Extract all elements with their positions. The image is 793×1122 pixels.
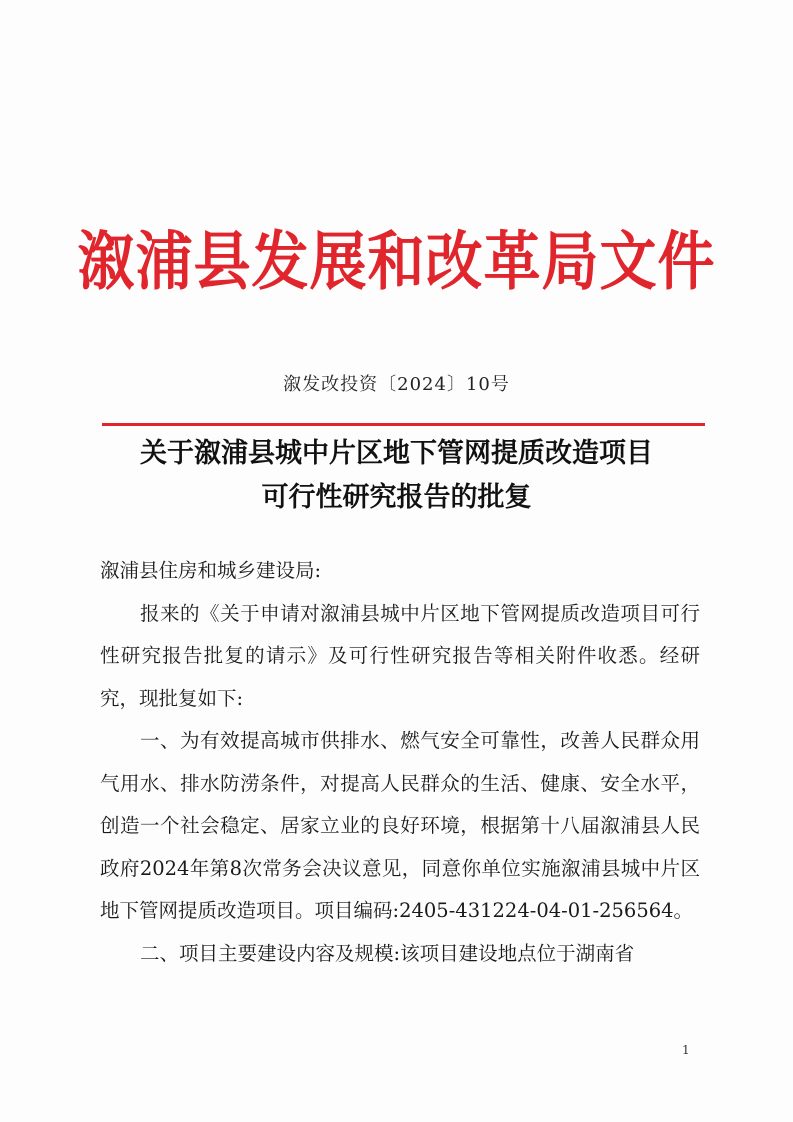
paragraph-2: 一、为有效提高城市供排水、燃气安全可靠性，改善人民群众用气用水、排水防涝条件，对提高人民群众的生活、健康、安全水平，创造一个社会稳定、居家立业的良好环境，根据第十八届溆浦县人民政府2024年第8次常务会决议意见，同意你单位实施溆浦县城中片区地下管网提质改造项目。项目编码:2405-431224-04-01-256564。 [100, 729, 700, 922]
title-line-2: 可行性研究报告的批复 [261, 482, 532, 513]
page-number: 1 [682, 1043, 690, 1057]
document-number: 溆发改投资〔2024〕10号 [283, 374, 510, 395]
addressee: 溆浦县住房和城乡建设局: [100, 559, 322, 582]
paragraph-1: 报来的《关于申请对溆浦县城中片区地下管网提质改造项目可行性研究报告批复的请示》及可行性研究报告等相关附件收悉。经研究，现批复如下: [100, 601, 700, 710]
paragraph-3: 二、项目主要建设内容及规模:该项目建设地点位于湖南省 [140, 941, 635, 965]
red-divider-rule [102, 423, 705, 426]
document-body [100, 550, 700, 975]
document-title [0, 432, 793, 520]
title-line-1: 关于溆浦县城中片区地下管网提质改造项目 [140, 438, 653, 469]
masthead-title: 溆浦县发展和改革局文件 [77, 225, 716, 299]
